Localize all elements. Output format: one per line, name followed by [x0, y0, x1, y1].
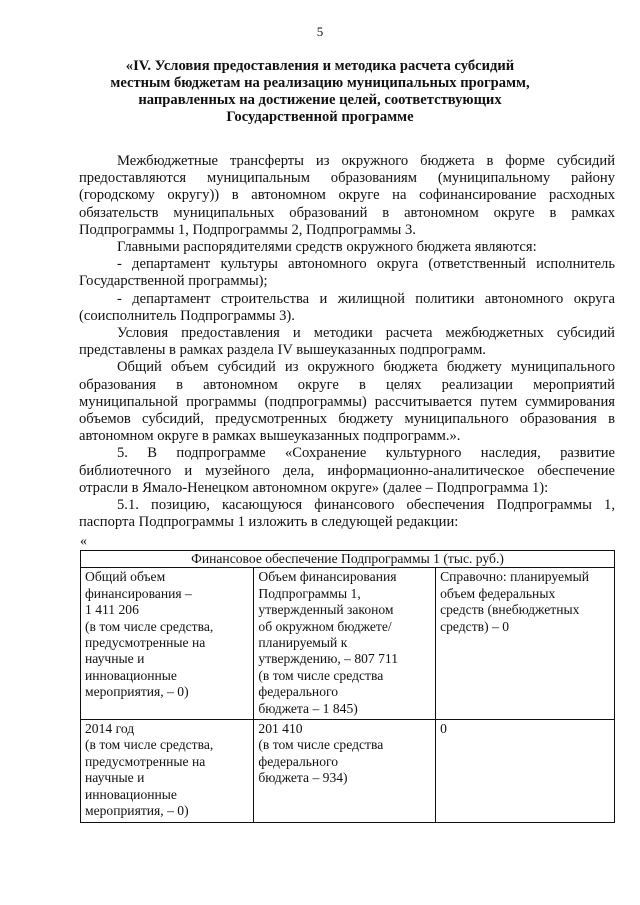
paragraph-line: Главными распорядителями средств окружного бюджета являются: — [117, 239, 537, 256]
paragraph-line: паспорта Подпрограммы 1 изложить в следующей редакции: — [79, 514, 459, 531]
cell-line: планируемый к — [258, 635, 348, 651]
table-row — [81, 720, 615, 822]
cell-line: научные и — [85, 651, 145, 667]
paragraph-line: Подпрограммы 1, Подпрограммы 2, Подпрограммы 3. — [79, 221, 416, 238]
heading-line: направленных на достижение целей, соответствующих — [138, 92, 502, 108]
cell-line: утверждению, – 807 711 — [258, 651, 399, 667]
paragraph-line: 5.1. позицию, касающуюся финансового обеспечения Подпрограммы 1, — [117, 497, 615, 514]
paragraph — [79, 497, 615, 531]
cell-line: бюджета – 934) — [258, 770, 348, 786]
cell-line: (в том числе средства — [258, 737, 384, 753]
paragraph-line: образования в автономном округе в целях реализации мероприятий — [79, 376, 615, 393]
cell-line: 0 — [440, 721, 447, 737]
paragraph — [79, 445, 615, 497]
paragraph-line: Государственной программы); — [79, 273, 268, 290]
cell-line: бюджета – 1 845) — [258, 700, 358, 716]
table-row — [81, 568, 615, 720]
table-cell — [436, 720, 615, 822]
financing-table — [80, 550, 615, 823]
cell-line: инновационные — [85, 667, 177, 683]
paragraph-line: Общий объем субсидий из окружного бюджета бюджету муниципального — [117, 359, 615, 376]
paragraph — [79, 359, 615, 445]
table-cell — [81, 720, 254, 822]
cell-line: 2014 год — [85, 721, 135, 737]
cell-line: федерального — [258, 684, 339, 700]
cell-line: утвержденный законом — [258, 602, 394, 618]
cell-line: об окружном бюджете/ — [258, 618, 392, 634]
cell-line: (в том числе средства, — [85, 618, 214, 634]
paragraph-line: автономном округе в рамках вышеуказанных подпрограмм.». — [79, 428, 461, 445]
paragraph-line: представлены в рамках раздела IV вышеуказанных подпрограмм. — [79, 342, 486, 359]
cell-line: 1 411 206 — [85, 602, 139, 618]
paragraph-line: библиотечного и музейного дела, информационно-аналитическое обеспечение — [79, 462, 615, 479]
table-cell — [81, 568, 254, 720]
page-number: 5 — [316, 24, 324, 39]
table-cell — [254, 568, 436, 720]
paragraph-line: Межбюджетные трансферты из окружного бюджета в форме субсидий — [117, 153, 615, 169]
heading-line: Государственной программе — [226, 109, 414, 125]
paragraph-line: (соисполнитель Подпрограммы 3). — [79, 307, 295, 324]
paragraph-line: Условия предоставления и методики расчета межбюджетных субсидий — [117, 325, 615, 342]
cell-line: мероприятия, – 0) — [85, 684, 189, 700]
table-cell — [254, 720, 436, 822]
cell-line: федерального — [258, 753, 339, 769]
table-caption: Финансовое обеспечение Подпрограммы 1 (тыс. руб.) — [81, 551, 615, 568]
paragraph — [79, 291, 615, 325]
cell-line: инновационные — [85, 786, 177, 802]
paragraph — [79, 325, 615, 359]
cell-line: предусмотренные на — [85, 753, 206, 769]
body-text — [79, 153, 615, 531]
paragraph — [79, 239, 615, 256]
paragraph-line: муниципальной программы (подпрограммы) рассчитывается путем суммирования — [79, 393, 615, 410]
paragraph-line: объемов субсидий, предусмотренных бюджету муниципального образования в — [79, 411, 615, 428]
cell-line: мероприятия, – 0) — [85, 803, 189, 819]
cell-line: Объем финансирования — [258, 569, 397, 585]
cell-line: Справочно: планируемый — [440, 569, 590, 585]
cell-line: научные и — [85, 770, 145, 786]
paragraph-line: предоставляются муниципальным образованиям (муниципальному району — [79, 170, 615, 187]
cell-line: средств (внебюджетных — [440, 602, 580, 618]
paragraph-line: 5. В подпрограмме «Сохранение культурного наследия, развитие — [117, 445, 615, 462]
cell-line: финансирования – — [85, 585, 192, 601]
cell-line: 201 410 — [258, 721, 303, 737]
cell-line: (в том числе средства — [258, 667, 384, 683]
opening-quote-mark: « — [80, 534, 87, 549]
cell-line: Общий объем — [85, 569, 166, 585]
heading-line: местным бюджетам на реализацию муниципальных программ, — [110, 75, 530, 91]
table-cell — [436, 568, 615, 720]
paragraph — [79, 256, 615, 290]
paragraph-line: обязательств муниципальных образований в автономном округе в рамках — [79, 204, 615, 221]
cell-line: Подпрограммы 1, — [258, 585, 361, 601]
paragraph-line: отрасли в Ямало-Ненецком автономном округе» (далее – Подпрограмма 1): — [79, 479, 549, 496]
paragraph — [79, 153, 615, 239]
paragraph-line: - департамент культуры автономного округа (ответственный исполнитель — [117, 256, 615, 273]
paragraph-line: (городскому округу)) в автономном округе на софинансирование расходных — [79, 187, 615, 204]
cell-line: средств) – 0 — [440, 618, 509, 634]
cell-line: предусмотренные на — [85, 635, 206, 651]
table-caption-row — [81, 551, 615, 568]
section-heading — [80, 58, 560, 126]
heading-line: «IV. Условия предоставления и методика расчета субсидий — [125, 58, 515, 74]
paragraph-line: - департамент строительства и жилищной политики автономного округа — [117, 290, 615, 307]
cell-line: объем федеральных — [440, 585, 556, 601]
cell-line: (в том числе средства, — [85, 737, 214, 753]
